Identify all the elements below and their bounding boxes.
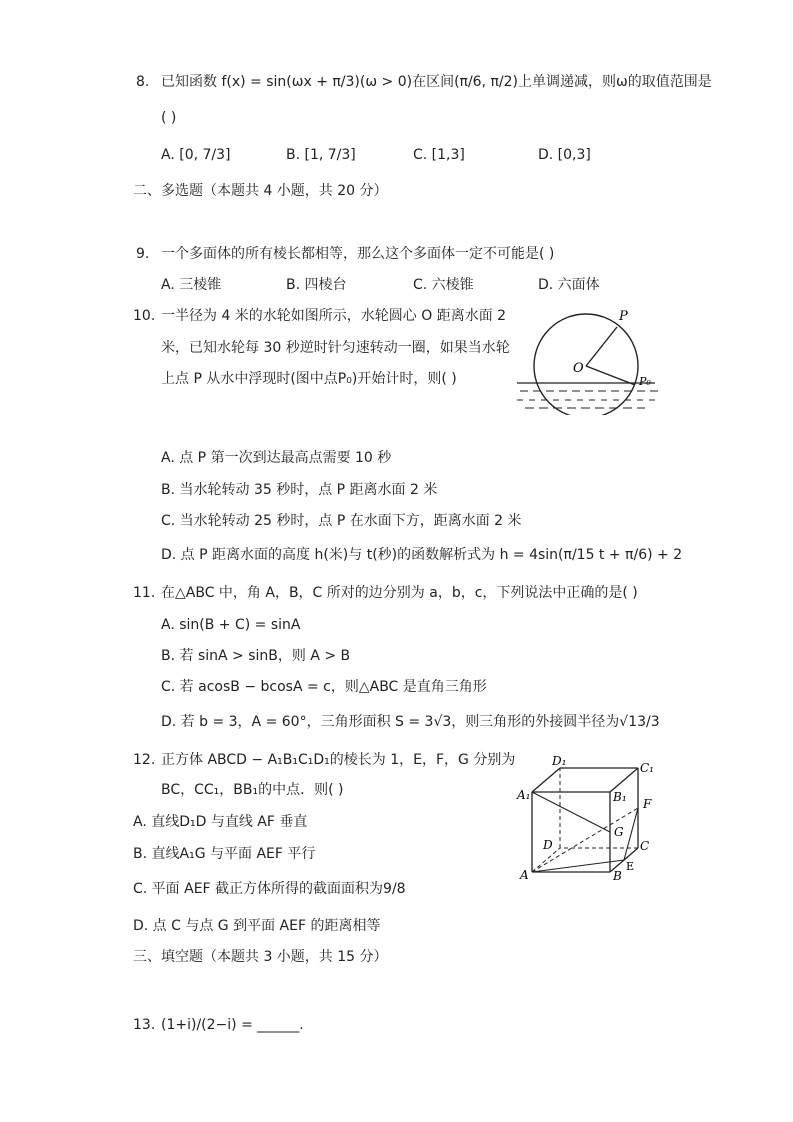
label-b: B: [613, 869, 622, 883]
option-b: B. 四棱台: [286, 277, 347, 293]
option-b: B. [1, 7/3]: [286, 147, 356, 163]
question-8-bracket: ( ): [161, 110, 177, 126]
option-c: C. 若 acosB − bcosA = c，则△ABC 是直角三角形: [161, 679, 487, 695]
water-wheel-figure: [515, 305, 665, 415]
question-number: 13.: [133, 1017, 156, 1033]
option-c: C. 六棱锥: [413, 277, 474, 293]
question-12-stem-line: 正方体 ABCD − A₁B₁C₁D₁的棱长为 1，E，F，G 分别为: [161, 752, 516, 768]
cube-figure: [510, 752, 660, 884]
option-b: B. 当水轮转动 35 秒时，点 P 距离水面 2 米: [161, 482, 438, 498]
option-a: A. 直线D₁D 与直线 AF 垂直: [133, 814, 308, 830]
option-a: A. 点 P 第一次到达最高点需要 10 秒: [161, 450, 392, 466]
question-10-stem-line: 米，已知水轮每 30 秒逆时针匀速转动一圈，如果当水轮: [161, 340, 510, 356]
label-b1: B₁: [613, 790, 627, 804]
option-c: C. [1,3]: [413, 147, 465, 163]
option-d: D. [0,3]: [538, 147, 591, 163]
section-heading-multiple-choice: 二、多选题（本题共 4 小题，共 20 分）: [133, 183, 388, 199]
question-9-stem: 一个多面体的所有棱长都相等，那么这个多面体一定不可能是( ): [161, 246, 555, 262]
question-13-stem: (1+i)/(2−i) = ______.: [161, 1017, 304, 1033]
question-number: 8.: [136, 74, 150, 90]
question-number: 11.: [133, 585, 156, 601]
option-c: C. 当水轮转动 25 秒时，点 P 在水面下方，距离水面 2 米: [161, 513, 522, 529]
label-e: E: [626, 860, 635, 873]
question-number: 9.: [136, 246, 150, 262]
radius-op: [586, 327, 617, 366]
option-c: C. 平面 AEF 截正方体所得的截面面积为9/8: [133, 881, 406, 897]
label-p0: P₀: [639, 375, 651, 388]
option-d: D. 若 b = 3，A = 60°，三角形面积 S = 3√3，则三角形的外接圆半径为√13/3: [161, 714, 660, 730]
label-f: F: [643, 797, 652, 811]
question-12-stem-line: BC，CC₁，BB₁的中点．则( ): [161, 782, 344, 798]
option-d: D. 六面体: [538, 277, 600, 293]
option-d: D. 点 C 与点 G 到平面 AEF 的距离相等: [133, 918, 381, 934]
label-d: D: [543, 838, 553, 852]
question-10-stem-line: 上点 P 从水中浮现时(图中点P₀)开始计时，则( ): [161, 371, 457, 387]
label-g: G: [614, 825, 624, 839]
wheel-circle: [534, 314, 638, 415]
label-a: A: [520, 868, 529, 882]
section-heading-fill-in: 三、填空题（本题共 3 小题，共 15 分）: [133, 949, 388, 965]
label-o: O: [573, 361, 584, 376]
option-d: D. 点 P 距离水面的高度 h(米)与 t(秒)的函数解析式为 h = 4sin(π/15 t + π/6) + 2: [161, 547, 683, 563]
radius-op0: [586, 366, 635, 385]
option-b: B. 若 sinA > sinB，则 A > B: [161, 648, 351, 664]
question-8-stem: 已知函数 f(x) = sin(ωx + π/3)(ω > 0)在区间(π/6, π/2)上单调递减，则ω的取值范围是: [161, 74, 712, 90]
label-a1: A₁: [517, 788, 531, 802]
question-number: 10.: [133, 308, 156, 324]
option-a: A. [0, 7/3]: [161, 147, 231, 163]
question-11-stem: 在△ABC 中，角 A，B，C 所对的边分别为 a，b，c，下列说法中正确的是( ): [161, 585, 638, 601]
question-10-stem-line: 一半径为 4 米的水轮如图所示，水轮圆心 O 距离水面 2: [161, 308, 507, 324]
question-number: 12.: [133, 752, 156, 768]
option-a: A. sin(B + C) = sinA: [161, 617, 301, 633]
option-a: A. 三棱锥: [161, 277, 222, 293]
label-c: C: [640, 839, 650, 853]
label-d1: D₁: [552, 754, 567, 768]
option-b: B. 直线A₁G 与平面 AEF 平行: [133, 846, 316, 862]
label-c1: C₁: [640, 761, 654, 775]
label-p: P: [619, 309, 628, 324]
